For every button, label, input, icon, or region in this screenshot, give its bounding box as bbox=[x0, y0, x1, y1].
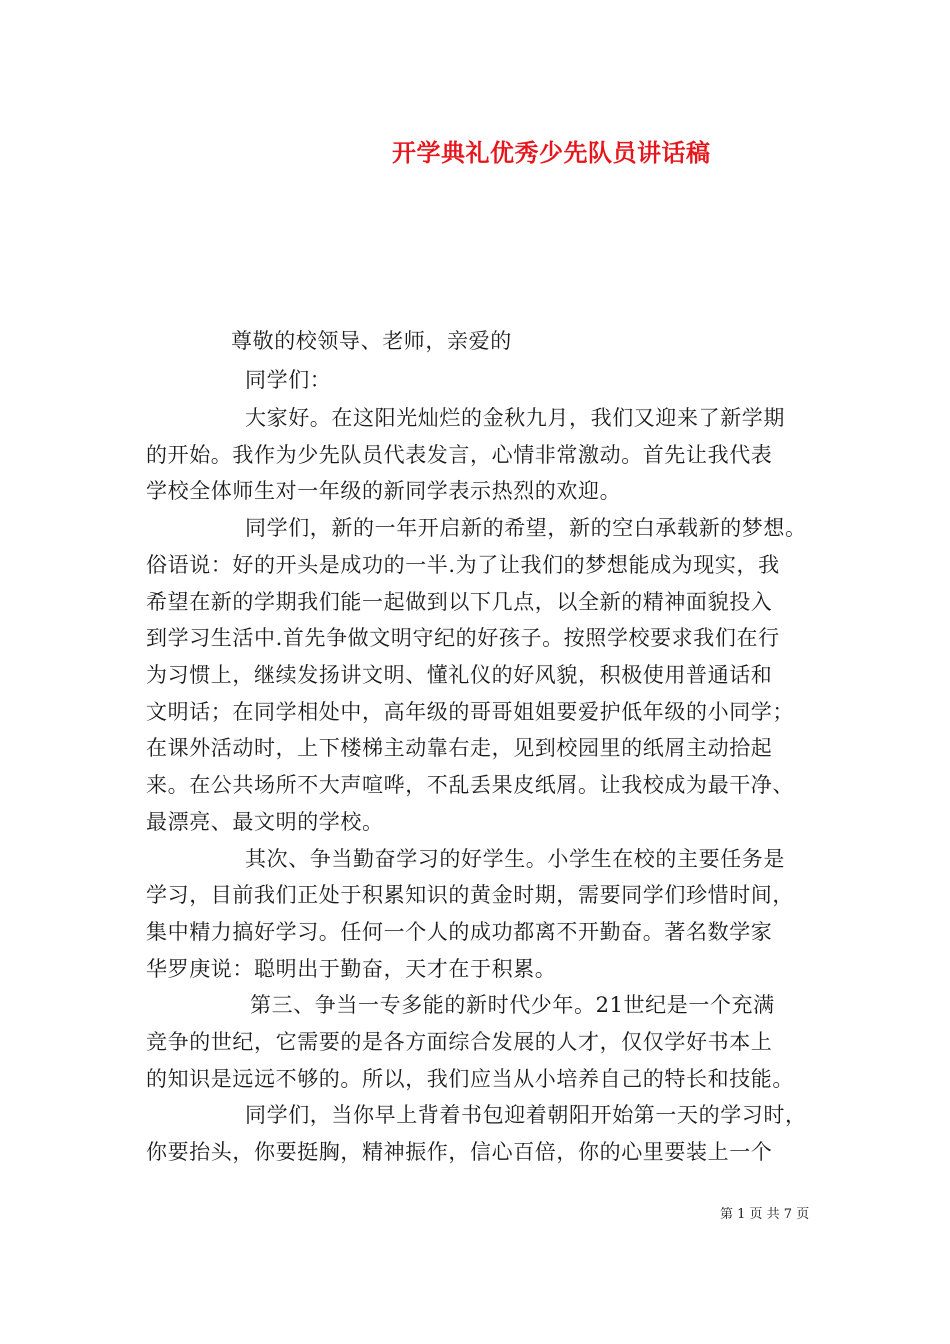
document-title: 开学典礼优秀少先队员讲话稿 bbox=[392, 138, 711, 167]
body-line: 学校全体师生对一年级的新同学表示热烈的欢迎。 bbox=[146, 479, 622, 503]
body-line: 华罗庚说：聪明出于勤奋，天才在于积累。 bbox=[146, 957, 557, 981]
body-line: 为习惯上，继续发扬讲文明、懂礼仪的好风貌，积极使用普通话和 bbox=[146, 663, 773, 687]
salutation-line-2: 同学们： bbox=[245, 368, 332, 392]
page-number-footer: 第 1 页 共 7 页 bbox=[720, 1207, 810, 1222]
body-line: 的开始。我作为少先队员代表发言，心情非常激动。首先让我代表 bbox=[146, 443, 773, 467]
body-line: 在课外活动时，上下楼梯主动靠右走，见到校园里的纸屑主动拾起 bbox=[146, 736, 773, 760]
body-line: 希望在新的学期我们能一起做到以下几点，以全新的精神面貌投入 bbox=[146, 590, 773, 614]
body-line: 其次、争当勤奋学习的好学生。小学生在校的主要任务是 bbox=[245, 847, 785, 871]
body-line: 大家好。在这阳光灿烂的金秋九月，我们又迎来了新学期 bbox=[245, 406, 785, 430]
body-line: 第三、争当一专多能的新时代少年。21世纪是一个充满 bbox=[250, 993, 775, 1017]
body-line: 竞争的世纪，它需要的是各方面综合发展的人才，仅仅学好书本上 bbox=[146, 1030, 773, 1054]
body-line: 你要抬头，你要挺胸，精神振作，信心百倍，你的心里要装上一个 bbox=[146, 1140, 773, 1164]
body-line: 最漂亮、最文明的学校。 bbox=[146, 810, 384, 834]
salutation-line-1: 尊敬的校领导、老师，亲爱的 bbox=[231, 329, 512, 353]
body-line: 来。在公共场所不大声喧哗，不乱丢果皮纸屑。让我校成为最干净、 bbox=[146, 773, 794, 797]
body-line: 同学们，当你早上背着书包迎着朝阳开始第一天的学习时， bbox=[245, 1103, 807, 1127]
body-line: 的知识是远远不够的。所以，我们应当从小培养自己的特长和技能。 bbox=[146, 1067, 794, 1091]
body-line: 俗语说：好的开头是成功的一半.为了让我们的梦想能成为现实，我 bbox=[146, 553, 780, 577]
body-line: 同学们，新的一年开启新的希望，新的空白承载新的梦想。 bbox=[245, 516, 807, 540]
body-line: 集中精力搞好学习。任何一个人的成功都离不开勤奋。著名数学家 bbox=[146, 920, 773, 944]
body-line: 文明话；在同学相处中，高年级的哥哥姐姐要爱护低年级的小同学； bbox=[146, 700, 794, 724]
body-line: 学习，目前我们正处于积累知识的黄金时期，需要同学们珍惜时间， bbox=[146, 883, 794, 907]
body-line: 到学习生活中.首先争做文明守纪的好孩子。按照学校要求我们在行 bbox=[146, 626, 780, 650]
